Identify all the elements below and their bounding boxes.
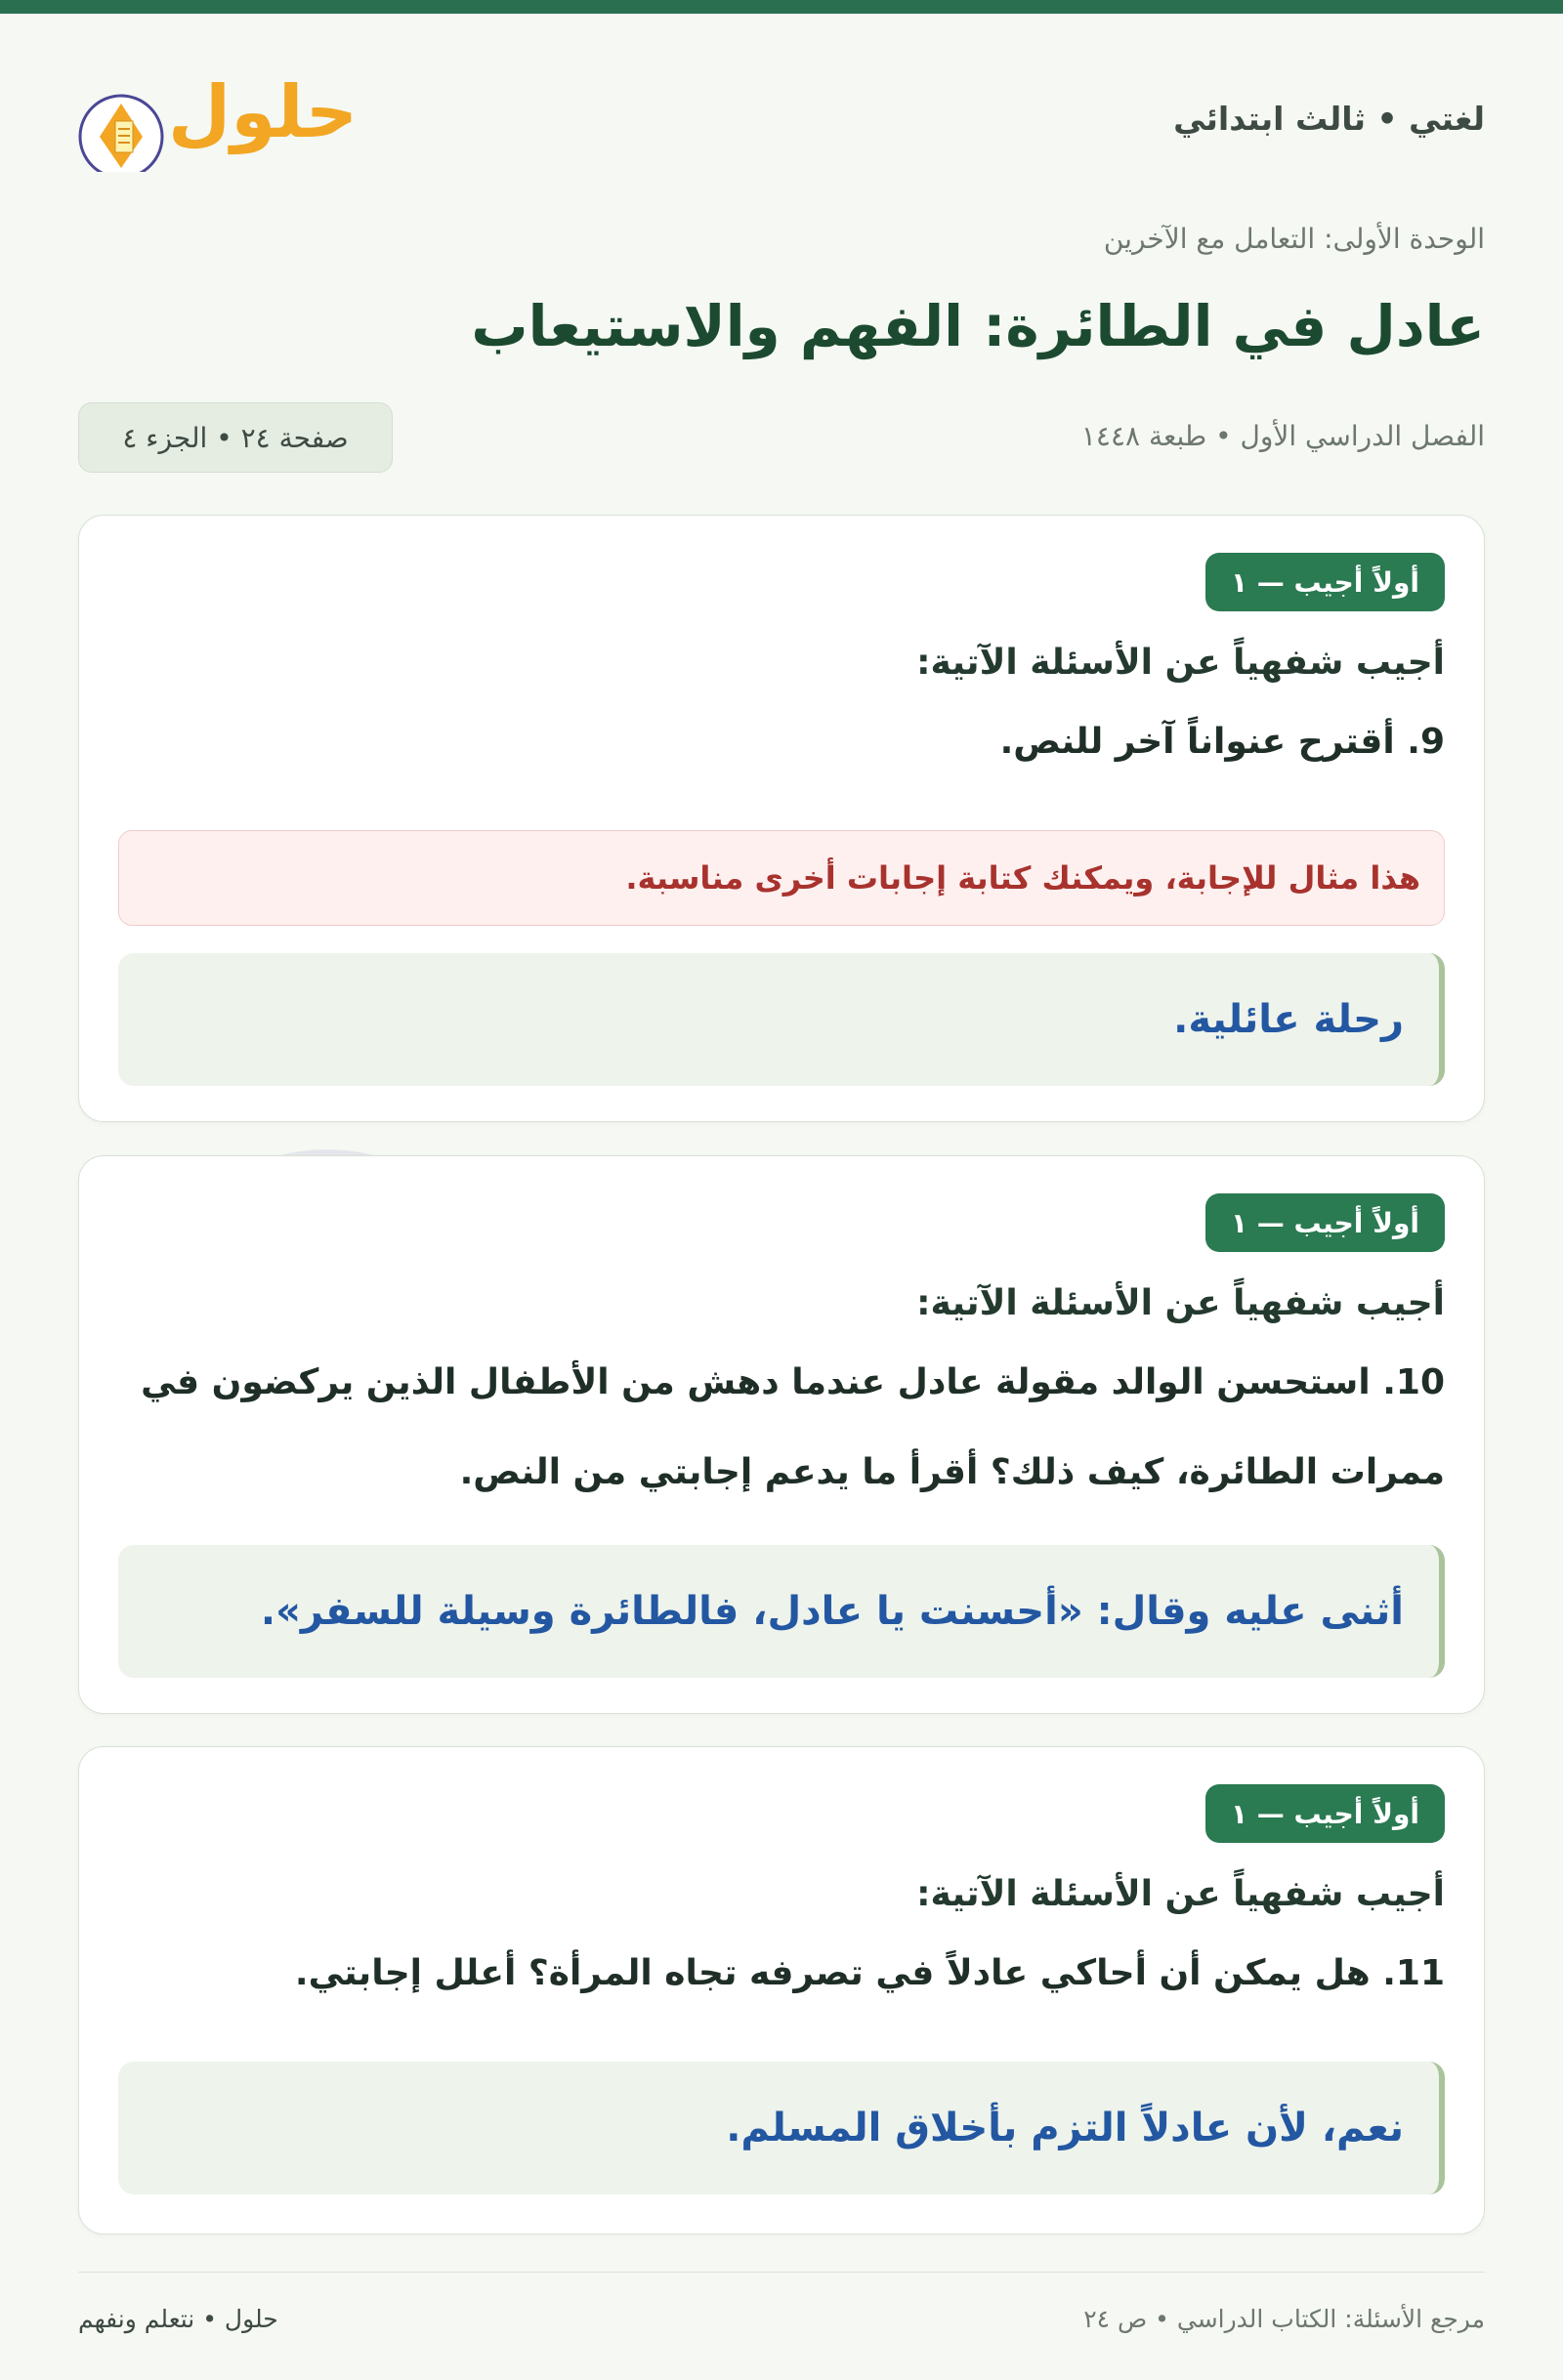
page-header bbox=[78, 55, 1485, 182]
term-edition: الفصل الدراسي الأول • طبعة ١٤٤٨ bbox=[1080, 420, 1485, 452]
answer-note: هذا مثال للإجابة، ويمكنك كتابة إجابات أخرى مناسبة. bbox=[118, 830, 1445, 926]
answer-box: نعم، لأن عادلاً التزم بأخلاق المسلم. bbox=[118, 2062, 1445, 2194]
question-text: 10. استحسن الوالد مقولة عادل عندما دهش من الأطفال الذين يركضون في ممرات الطائرة، كيف ذلك؟ أقرأ ما يدعم إجابتي من النص. bbox=[141, 1362, 1445, 1492]
unit-label: الوحدة الأولى: التعامل مع الآخرين bbox=[1103, 223, 1485, 255]
question-text: 11. هل يمكن أن أحاكي عادلاً في تصرفه تجاه المرأة؟ أعلل إجابتي. bbox=[294, 1953, 1445, 1993]
footer-tagline: حلول • نتعلم ونفهم bbox=[78, 2305, 278, 2333]
footer-reference: مرجع الأسئلة: الكتاب الدراسي • ص ٢٤ bbox=[1083, 2305, 1485, 2333]
brand-logo[interactable] bbox=[78, 64, 359, 172]
section-badge: أولاً أجيب — ١ bbox=[1205, 553, 1445, 611]
question-prompt: أجيب شفهياً عن الأسئلة الآتية: bbox=[916, 1283, 1445, 1323]
answer-box: أثنى عليه وقال: «أحسنت يا عادل، فالطائرة وسيلة للسفر». bbox=[118, 1545, 1445, 1678]
page-title: عادل في الطائرة: الفهم والاستيعاب bbox=[471, 293, 1485, 359]
answer-box: رحلة عائلية. bbox=[118, 953, 1445, 1086]
top-accent-bar bbox=[0, 0, 1563, 14]
logo-wordmark: حلول bbox=[168, 70, 359, 154]
question-card bbox=[78, 1746, 1485, 2234]
page-badge: صفحة ٢٤ • الجزء ٤ bbox=[78, 402, 393, 473]
subject-grade: لغتي • ثالث ابتدائي bbox=[1173, 100, 1485, 138]
question-prompt: أجيب شفهياً عن الأسئلة الآتية: bbox=[916, 1874, 1445, 1914]
question-card bbox=[78, 1155, 1485, 1714]
section-badge: أولاً أجيب — ١ bbox=[1205, 1784, 1445, 1843]
footer-divider bbox=[78, 2272, 1485, 2273]
section-badge: أولاً أجيب — ١ bbox=[1205, 1193, 1445, 1252]
question-card bbox=[78, 515, 1485, 1122]
question-prompt: أجيب شفهياً عن الأسئلة الآتية: bbox=[916, 643, 1445, 683]
question-text: 9. أقترح عنواناً آخر للنص. bbox=[999, 722, 1445, 762]
